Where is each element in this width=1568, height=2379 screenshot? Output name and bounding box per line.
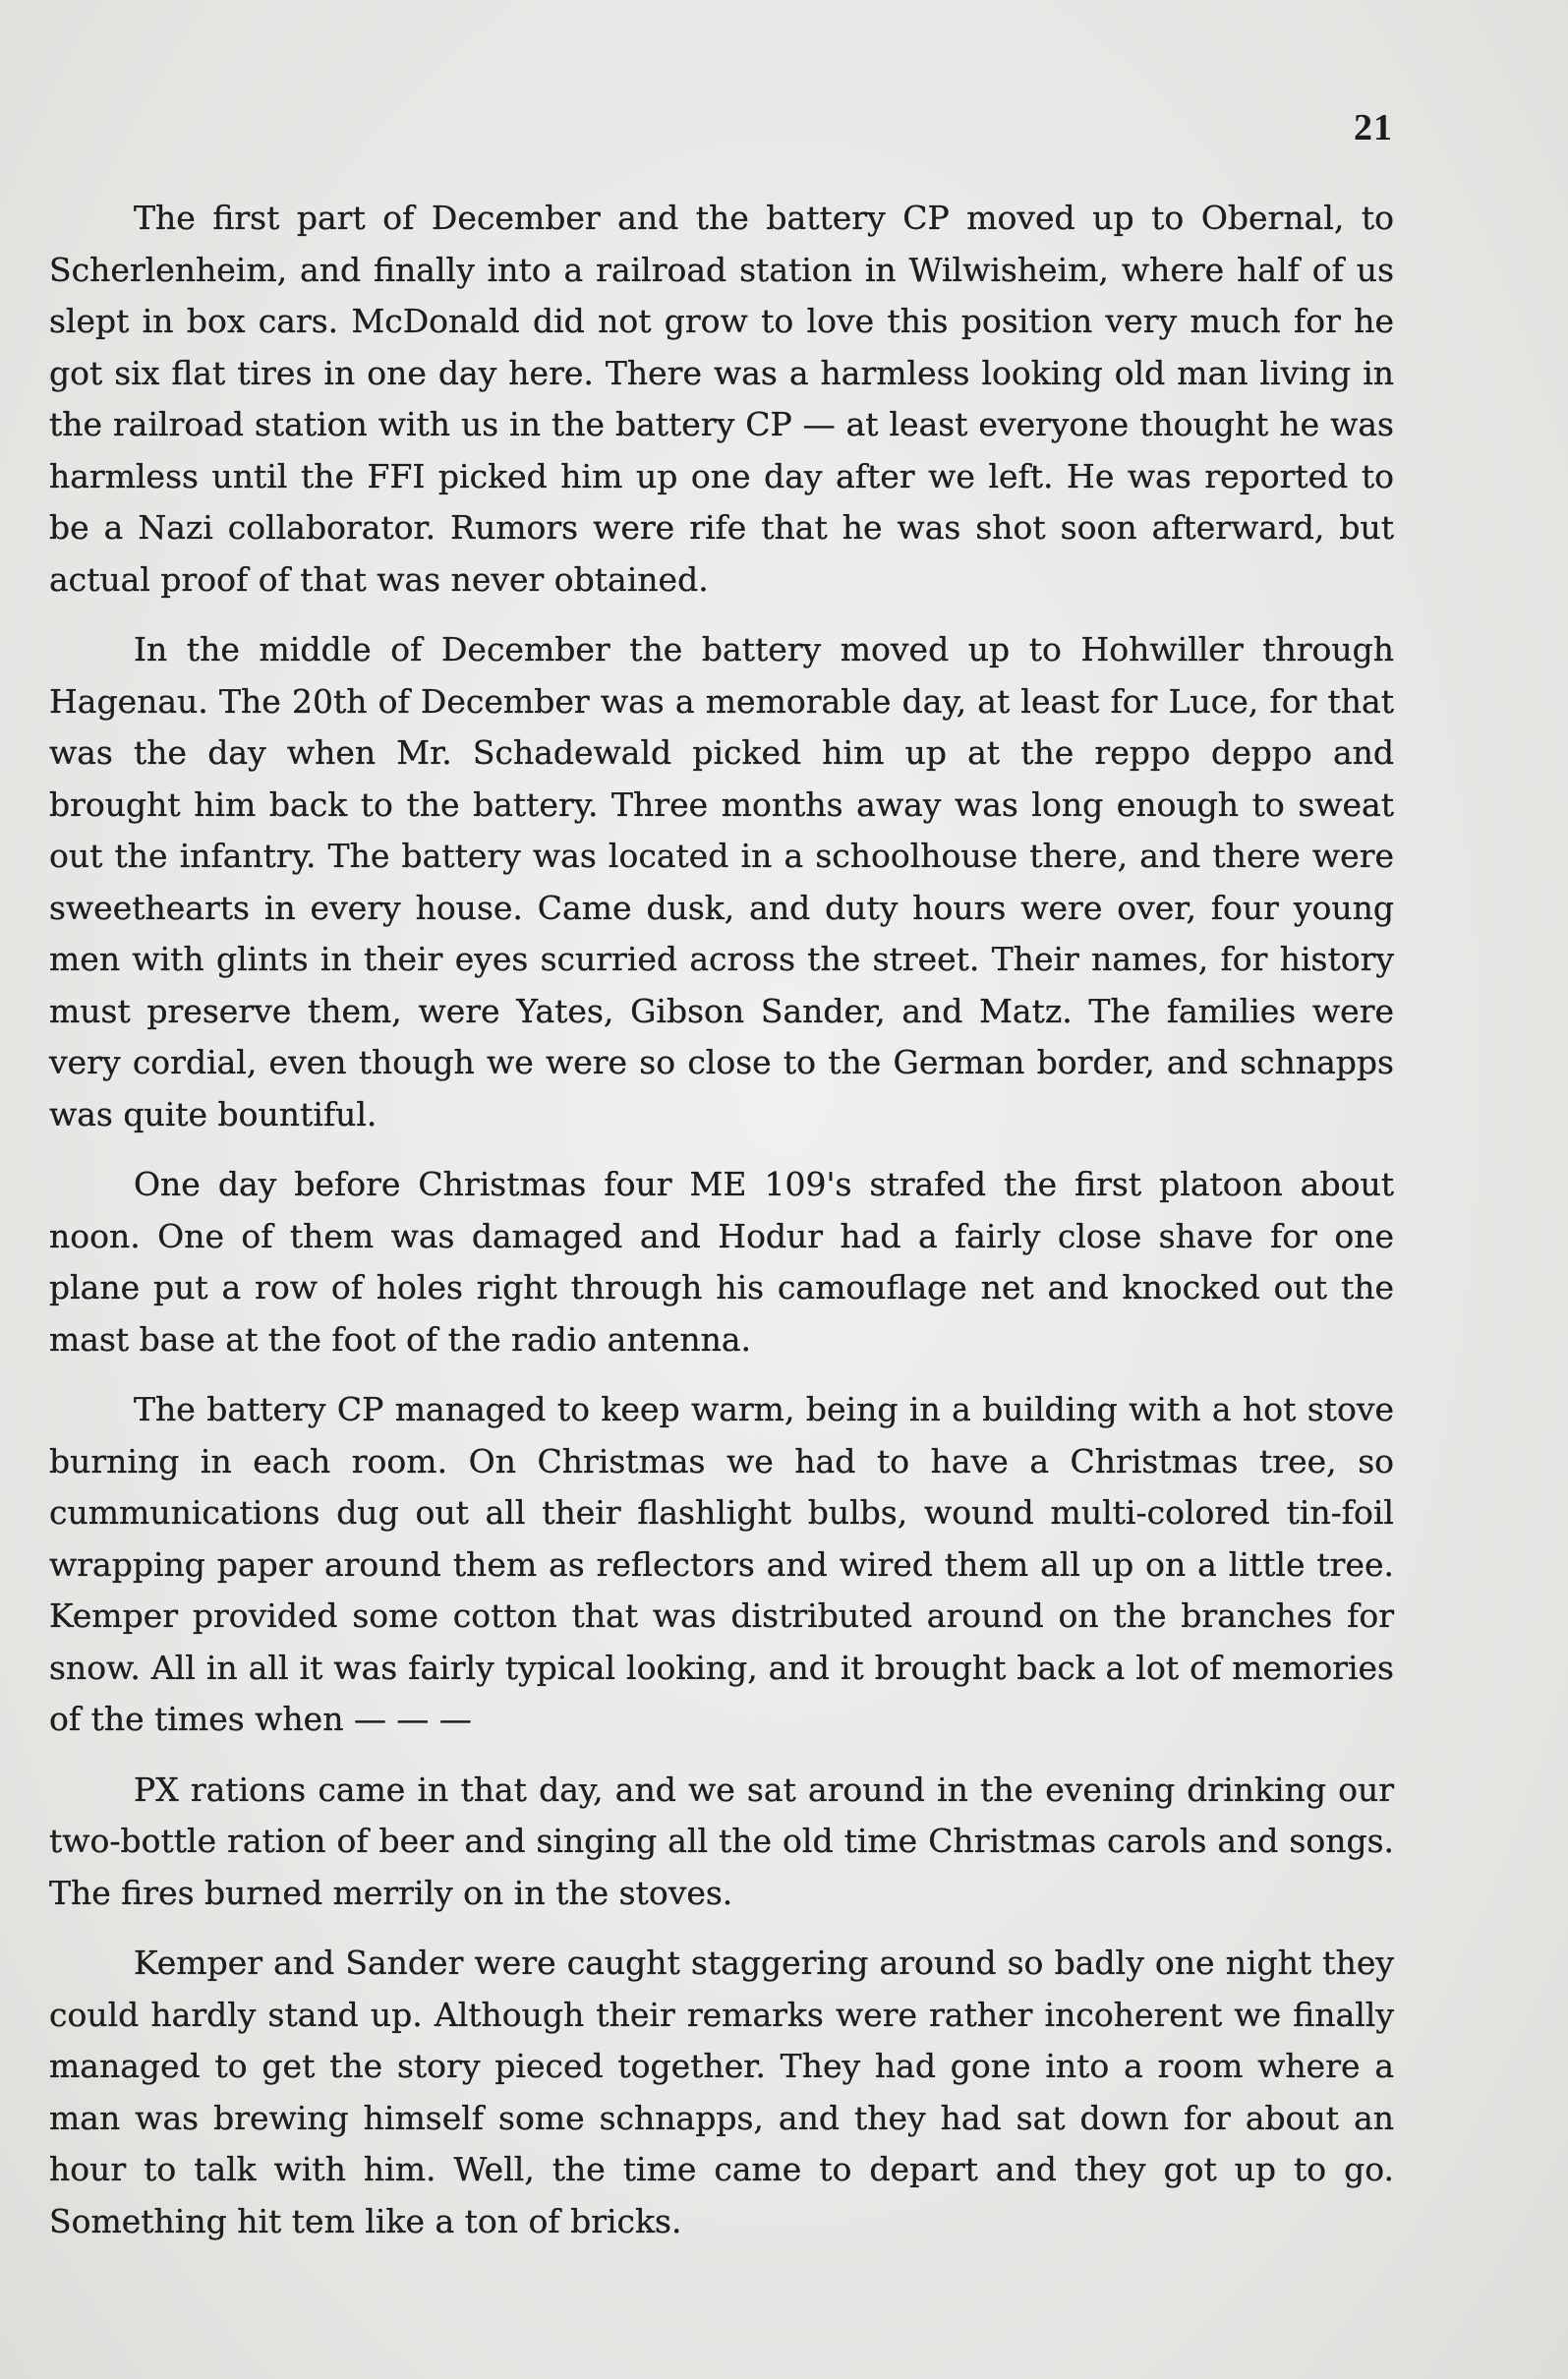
paragraph-4: The battery CP managed to keep warm, being in a building with a hot stove burning in each room. On Christmas we had to have a Christmas tree, so cummunications dug out all their flashlight bulbs, wound multi-colored tin-foil wrapping paper around them as reflectors and wired them all up on a little tree. Kemper provided some cotton that was distributed around on the branches for snow. All in all it was fairly typical looking, and it brought back a lot of memories of the times when — — — bbox=[49, 1390, 1394, 1738]
paragraph-1: The first part of December and the battery CP moved up to Obernal, to Scherlenheim, and finally into a railroad station in Wilwisheim, where half of us slept in box cars. McDonald did not grow to love this position very much for he got six flat tires in one day here. There was a harmless looking old man living in the railroad station with us in the battery CP — at least everyone thought he was harmless until the FFI picked him up one day after we left. He was reported to be a Nazi collaborator. Rumors were rife that he was shot soon afterward, but actual proof of that was never obtained. bbox=[49, 199, 1394, 599]
page-number: 21 bbox=[1354, 107, 1393, 148]
paragraph-3: One day before Christmas four ME 109's strafed the first platoon about noon. One of them was damaged and Hodur had a fairly close shave for one plane put a row of holes right through his camouflage net and knocked out the mast base at the foot of the radio antenna. bbox=[49, 1165, 1394, 1359]
paragraph-2: In the middle of December the battery moved up to Hohwiller through Hagenau. The 20th of December was a memorable day, at least for Luce, for that was the day when Mr. Schadewald picked him up at the reppo deppo and brought him back to the battery. Three months away was long enough to sweat out the infantry. The battery was located in a schoolhouse there, and there were sweethearts in every house. Came dusk, and duty hours were over, four young men with glints in their eyes scurried across the street. Their names, for history must preserve them, were Yates, Gibson Sander, and Matz. The families were very cordial, even though we were so close to the German border, and schnapps was quite bountiful. bbox=[49, 630, 1394, 1133]
paragraph-6: Kemper and Sander were caught staggering around so badly one night they could hardly stand up. Although their remarks were rather incoherent we finally managed to get the story pieced together. They had gone into a room where a man was brewing himself some schnapps, and they had sat down for about an hour to talk with him. Well, the time came to depart and they got up to go. Something hit tem like a ton of bricks. bbox=[49, 1944, 1394, 2240]
body-text bbox=[49, 193, 1394, 2247]
paragraph-5: PX rations came in that day, and we sat around in the evening drinking our two-bottle ration of beer and singing all the old time Christmas carols and songs. The fires burned merrily on in the stoves. bbox=[49, 1770, 1394, 1912]
